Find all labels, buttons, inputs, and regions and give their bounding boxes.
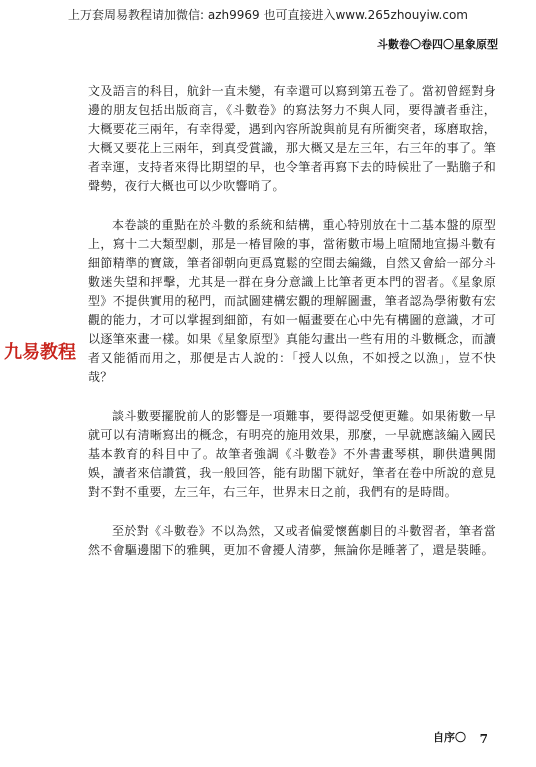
paragraph-2: 本卷談的重點在於斗數的系統和結構，重心特別放在十二基本盤的原型上，寫十二大類型劇，那是一椿冒險的事，當術數市場上喧鬧地宣揚斗數有細節精準的寶箴，筆者卻朝向更爲寬鬆的空間去編織，自然又會給一部分斗數迷失望和抨擊，尤其是一群在身分意識上比筆者更本門的習者。《星象原型》不提供實用的秘門，而試圖建構宏觀的理解圖畫，筆者認為學術數有宏觀的能力，才可以掌握到細節，有如一幅畫要在心中先有構圖的意識，才可以逐筆來畫一樣。如果《星象原型》真能勾畫出一些有用的斗數概念，而讀者又能循而用之，那便是古人說的：「授人以魚，不如授之以漁」，豈不快哉？ [88,218,496,384]
watermark-text: 上万套周易教程请加微信: azh9969 也可直接进入www.265zhouyiw.com [68,8,468,22]
side-watermark-text: 九易教程 [4,342,76,363]
page-number: 7 [479,732,488,746]
footer-section-label: 自序〇 [433,731,466,744]
paragraph-3: 談斗數要擺脫前人的影響是一項難事，要得認受便更難。如果術數一早就可以有清晰寫出的概念，有明亮的施用效果，那麼，一早就應該編入國民基本教育的科目中了。故筆者強調《斗數卷》不外書畫琴棋，聊供遣興閒娛，讀者來信讚賞，我一般回答，能有助閣下就好，筆者在卷中所說的意見對不對不重要，左三年，右三年，世界末日之前，我們有的是時間。 [88,409,496,499]
running-header-title: 斗數卷〇卷四〇星象原型 [377,38,498,51]
paragraph-1: 文及語言的科目，航針一直未變，有幸還可以寫到第五卷了。當初曾經對身邊的朋友包括出版商言，《斗數卷》的寫法努力不與人同，要得讀者垂注，大概要花三兩年，有幸得愛，遇到內容所說與前見有所衝突者，琢磨取捨，大概又要花上三兩年，到真受賞識，那大概又是左三年，右三年的事了。筆者幸運，支持者來得比期望的早，也令筆者再寫下去的時候壯了一點膽子和聲勢，夜行大概也可以少吹響哨了。 [88,84,496,193]
body-text [88,82,496,580]
paragraph-4: 至於對《斗數卷》不以為然，又或者偏愛懷舊劇目的斗數習者，筆者當然不會驅邊閣下的雅興，更加不會擾人清夢，無論你是睡著了，還是裝睡。 [88,524,496,557]
